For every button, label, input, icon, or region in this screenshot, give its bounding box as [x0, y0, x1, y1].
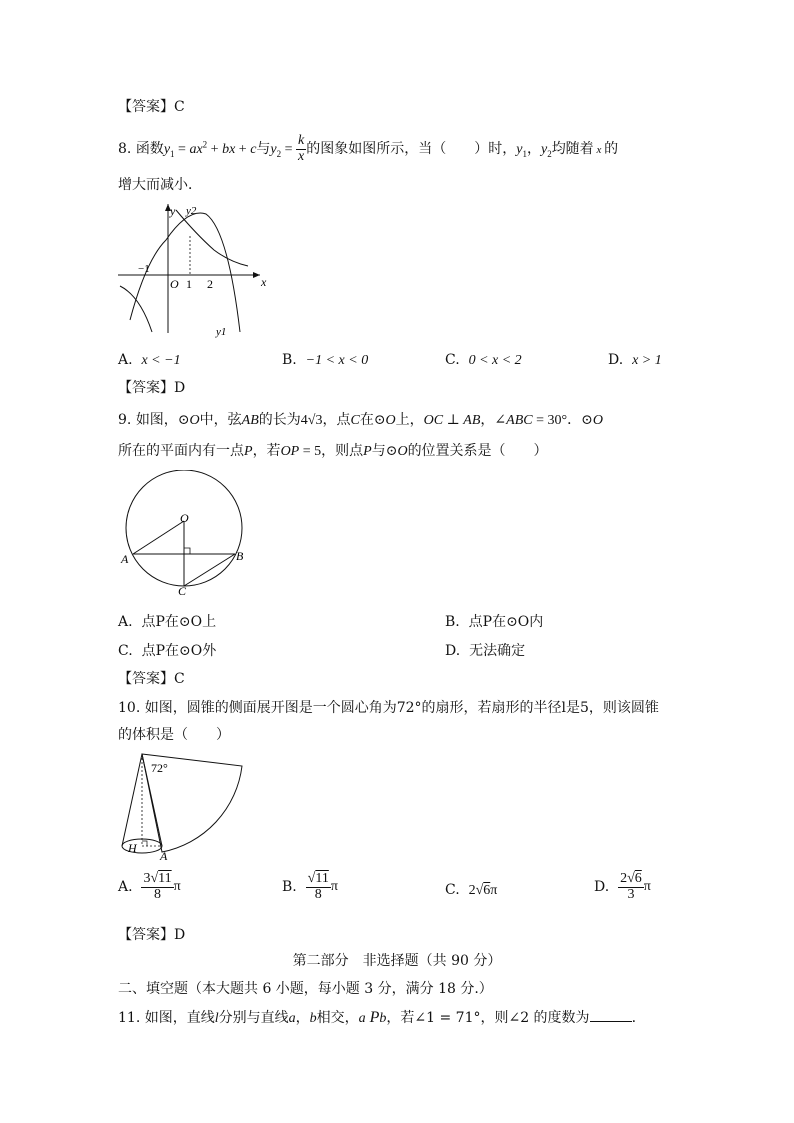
part2-title: 第二部分 非选择题（共 90 分）	[292, 953, 502, 969]
answer-10: 【答案】D	[118, 927, 186, 943]
q8-option-a[interactable]: A. x < −1	[118, 352, 181, 368]
q9-option-a[interactable]: A. 点P在⊙O上	[118, 614, 217, 630]
tick-minus1: −1	[138, 263, 150, 275]
tick-1: 1	[186, 277, 192, 291]
x-axis-label: x	[261, 275, 267, 289]
question-11: 11. 如图，直线l分别与直线a，b相交，a Pb，若∠1 = 71°，则∠2 的度数为 .	[118, 1009, 637, 1026]
label-A: A	[121, 552, 129, 566]
answer-blank[interactable]	[590, 1009, 632, 1022]
question-9-line2: 所在的平面内有一点P，若OP = 5，则点P与⊙O的位置关系是（ ）	[118, 443, 548, 459]
section-heading: 二、填空题（本大题共 6 小题，每小题 3 分，满分 18 分.）	[118, 981, 493, 997]
y-axis-label: y	[170, 204, 176, 218]
q8-option-b[interactable]: B. −1 < x < 0	[282, 352, 369, 368]
question-8-line2: 增大而减小．	[118, 177, 202, 193]
q10-option-c[interactable]: C. 2√6π	[445, 882, 498, 898]
q8-option-c[interactable]: C. 0 < x < 2	[445, 352, 522, 368]
q8-graph	[118, 200, 268, 342]
q10-option-a[interactable]: A. $\frac{3√11}{8}$ π	[118, 871, 181, 902]
q9-option-d[interactable]: D. 无法确定	[445, 643, 526, 659]
label-B: B	[236, 549, 244, 563]
y2-label: y2	[186, 205, 197, 217]
answer-7: 【答案】C	[118, 99, 185, 115]
origin-label: O	[170, 277, 179, 291]
label-O: O	[180, 511, 189, 525]
question-8-line1: 8. 函数$y_1 = ax^2$ + bx + c与$y_2$ = $\frac{k}{x}$ 的图象如图所示，当（ ）时，$y_1$，$y_2$均随着 x 的	[118, 133, 619, 164]
q9-option-b[interactable]: B. 点P在⊙O内	[445, 614, 544, 630]
q9-circle-figure	[118, 470, 258, 598]
q10-option-d[interactable]: D. $\frac{2√6}{3}$ π	[594, 871, 651, 902]
label-C: C	[178, 584, 187, 598]
question-9-line1: 9. 如图，⊙O中，弦AB的长为4√3，点C在⊙O上，OC ⊥ AB，∠ABC = 30°．⊙O	[118, 412, 603, 428]
question-10-line1: 10. 如图，圆锥的侧面展开图是一个圆心角为72°的扇形，若扇形的半径l是5，则该圆锥	[118, 700, 659, 716]
y1-label: y1	[216, 326, 227, 338]
answer-9: 【答案】C	[118, 671, 185, 687]
angle-label: 72°	[151, 761, 168, 775]
q10-option-b[interactable]: B. $\frac{√11}{8}$ π	[282, 871, 338, 902]
label-A-cone: A	[160, 849, 168, 863]
answer-8: 【答案】D	[118, 380, 186, 396]
q10-cone-figure	[118, 748, 246, 866]
q9-option-c[interactable]: C. 点P在⊙O外	[118, 643, 217, 659]
q8-option-d[interactable]: D. x > 1	[608, 352, 662, 368]
tick-2: 2	[207, 277, 213, 291]
label-H: H	[128, 841, 137, 855]
question-10-line2: 的体积是（ ）	[118, 727, 230, 743]
